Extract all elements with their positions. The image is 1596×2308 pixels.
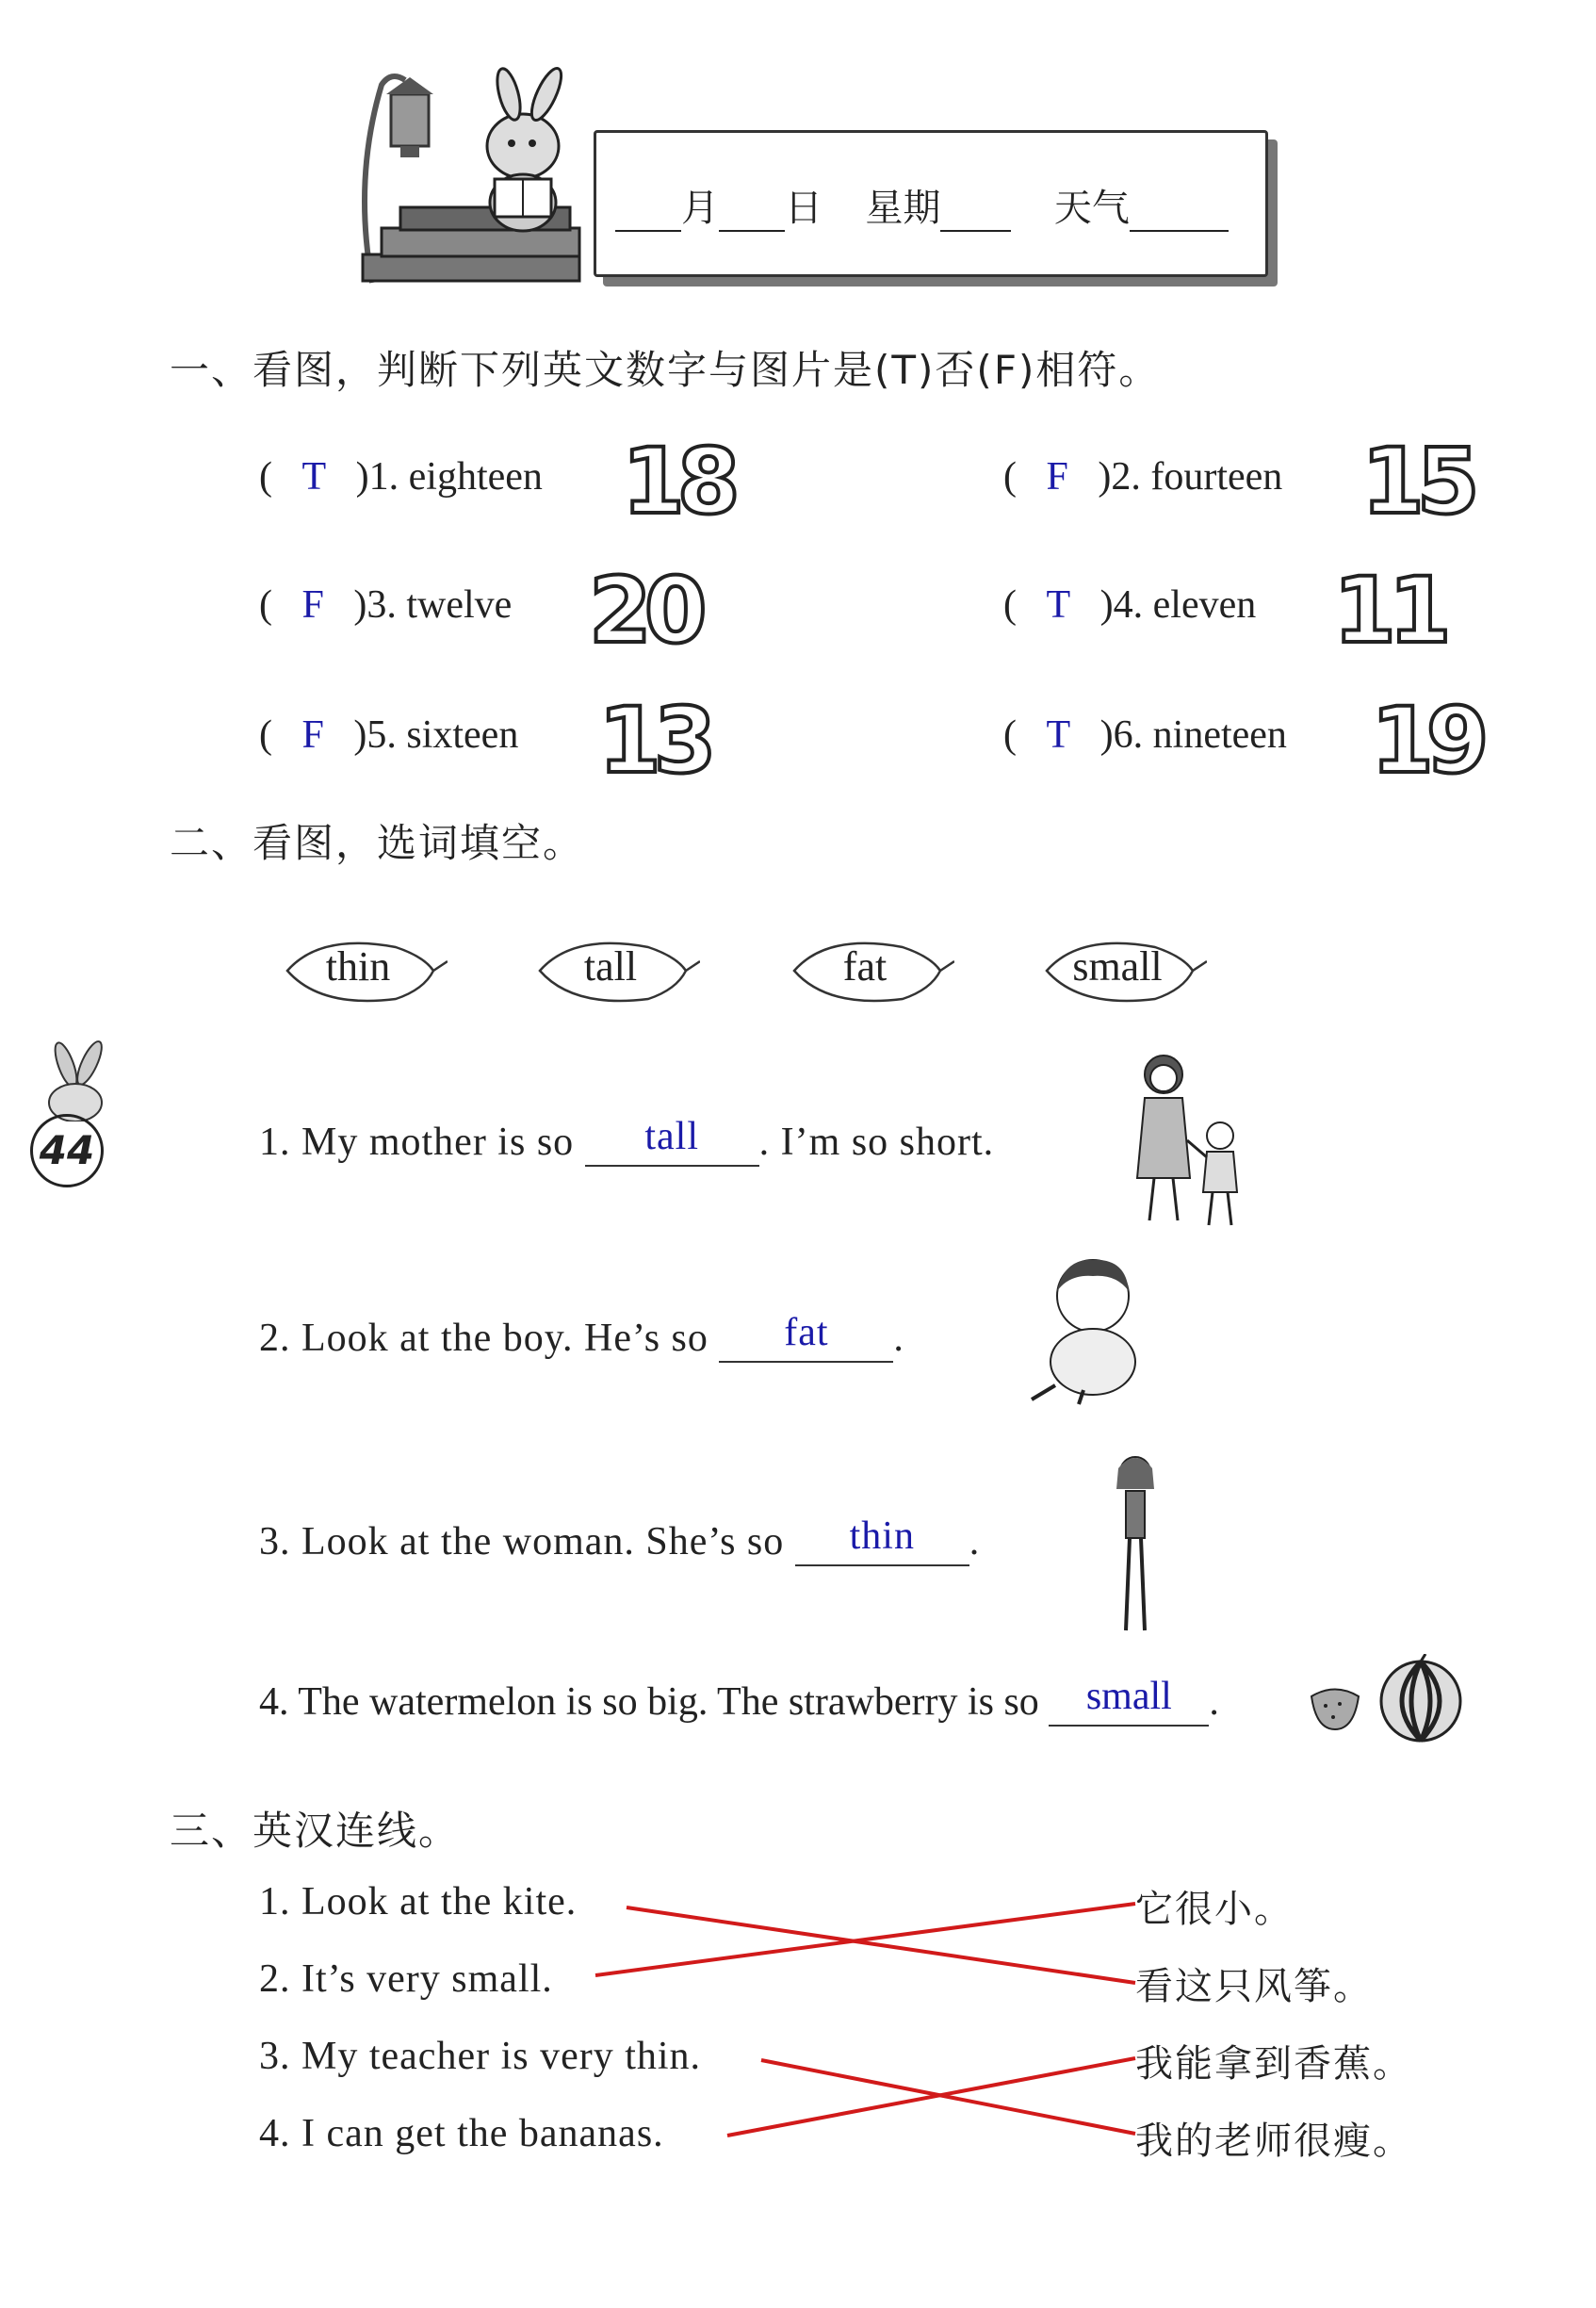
fill-sentence-2: 2. Look at the boy. He’s so fat .	[259, 1316, 904, 1363]
word-leaf-small: small	[1042, 933, 1207, 1008]
weather-label: 天气	[1053, 187, 1130, 230]
tf-answer-3: F	[301, 583, 324, 627]
fill-sentence-4: 4. The watermelon is so big. The strawberry is so small .	[259, 1679, 1219, 1727]
tf-item-4: ( T )4. eleven	[1003, 583, 1257, 627]
header-banner	[344, 66, 1295, 292]
number-19-icon: 19	[1371, 688, 1482, 794]
number-18-icon: 18	[622, 429, 733, 534]
fat-boy-illustration	[1027, 1253, 1149, 1414]
tf-item-1: ( T )1. eighteen	[259, 455, 543, 499]
match-chinese-4: 我的老师很瘦。	[1135, 2120, 1412, 2163]
tf-answer-6: T	[1046, 713, 1071, 757]
section3-title: 三、英汉连线。	[170, 1808, 461, 1854]
tf-answer-1: T	[301, 455, 327, 499]
tf-word-2: fourteen	[1150, 455, 1283, 499]
tf-answer-2: F	[1046, 455, 1068, 499]
answer-4: small	[1085, 1675, 1172, 1718]
match-chinese-3: 我能拿到香蕉。	[1135, 2042, 1412, 2086]
tf-item-5: ( F )5. sixteen	[259, 713, 519, 757]
watermelon-icon	[1374, 1654, 1468, 1743]
section2-title: 二、看图，选词填空。	[170, 820, 585, 866]
tf-answer-5: F	[301, 713, 324, 757]
match-line-4-3	[727, 2058, 1135, 2136]
match-line-3-4	[761, 2060, 1135, 2134]
mother-daughter-illustration	[1116, 1046, 1258, 1235]
number-15-icon: 15	[1361, 429, 1473, 534]
section1-title: 一、看图，判断下列英文数字与图片是(T)否(F)相符。	[170, 347, 1161, 393]
answer-1: tall	[644, 1115, 699, 1158]
word-leaf-fat: fat	[790, 933, 954, 1008]
month-label: 月	[681, 187, 719, 230]
day-label: 日	[785, 187, 822, 230]
blank-4	[1049, 1675, 1209, 1727]
match-chinese-2: 看这只风筝。	[1135, 1965, 1373, 2008]
rabbit-icon	[28, 1037, 122, 1121]
match-chinese-1: 它很小。	[1135, 1888, 1294, 1931]
blank-3	[795, 1514, 969, 1566]
tf-word-1: eighteen	[408, 455, 543, 499]
match-line-2-1	[595, 1904, 1135, 1975]
match-english-4: 4. I can get the bananas.	[259, 2112, 664, 2155]
number-11-icon: 11	[1333, 558, 1444, 663]
tf-item-3: ( F )3. twelve	[259, 583, 513, 627]
weekday-label: 星期	[865, 187, 941, 230]
match-english-3: 3. My teacher is very thin.	[259, 2035, 702, 2078]
fill-sentence-1: 1. My mother is so tall . I’m so short.	[259, 1120, 994, 1167]
tf-item-6: ( T )6. nineteen	[1003, 713, 1287, 757]
answer-3: thin	[849, 1514, 915, 1558]
match-english-2: 2. It’s very small.	[259, 1957, 553, 2001]
tf-word-5: sixteen	[406, 713, 519, 757]
tf-answer-4: T	[1046, 583, 1071, 627]
tf-word-3: twelve	[406, 583, 513, 627]
match-line-1-2	[627, 1907, 1135, 1983]
page-number-badge	[28, 1037, 122, 1187]
word-leaf-thin: thin	[283, 933, 448, 1008]
blank-1	[585, 1115, 759, 1167]
tf-word-4: eleven	[1152, 583, 1257, 627]
answer-2: fat	[784, 1311, 829, 1354]
match-english-1: 1. Look at the kite.	[259, 1880, 578, 1923]
page-number: 44	[30, 1114, 104, 1187]
tf-word-6: nineteen	[1152, 713, 1287, 757]
word-leaf-tall: tall	[535, 933, 700, 1008]
blank-2	[719, 1311, 893, 1363]
thin-woman-illustration	[1098, 1451, 1173, 1640]
tf-item-2: ( F )2. fourteen	[1003, 455, 1283, 499]
strawberry-icon	[1302, 1678, 1368, 1734]
date-box	[594, 130, 1268, 277]
number-13-icon: 13	[598, 688, 709, 794]
number-20-icon: 20	[589, 558, 700, 663]
fill-sentence-3: 3. Look at the woman. She’s so thin .	[259, 1519, 980, 1566]
